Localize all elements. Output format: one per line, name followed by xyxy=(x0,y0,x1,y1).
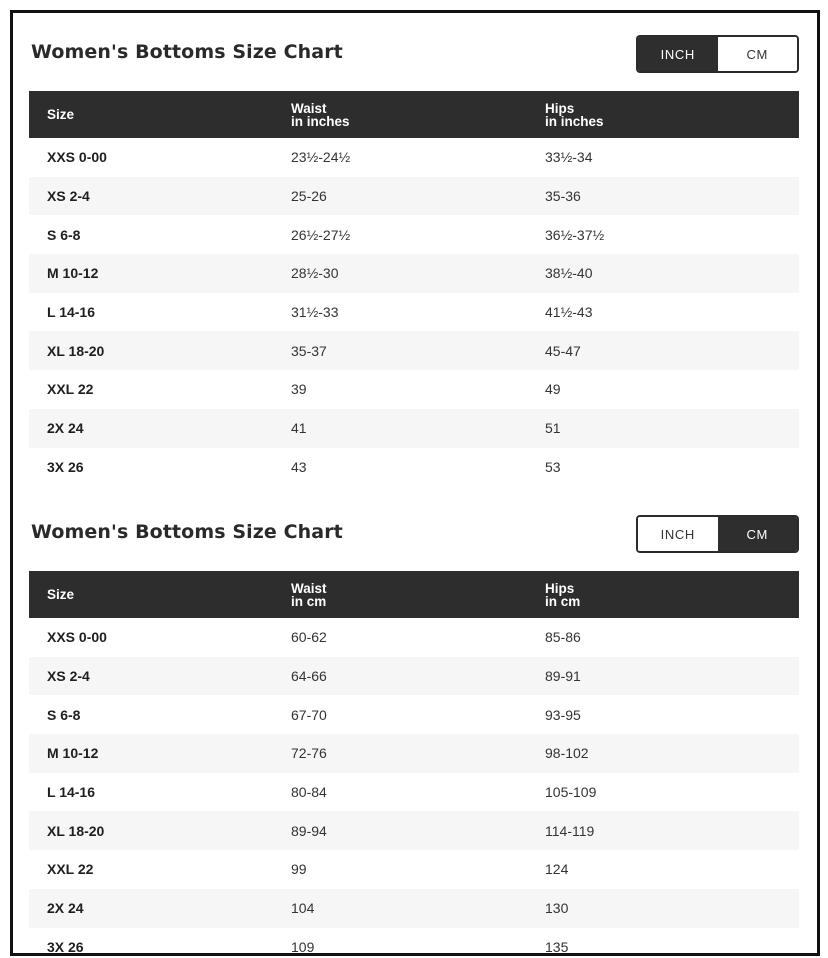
hips-cell: 93-95 xyxy=(545,706,581,723)
cm-chart-title: Women's Bottoms Size Chart xyxy=(31,521,343,543)
hips-cell: 35-36 xyxy=(545,188,581,205)
size-cell: 2X 24 xyxy=(47,420,84,437)
size-column-header: Size xyxy=(47,107,75,122)
waist-header-unit: in inches xyxy=(291,113,350,129)
inch-size-table xyxy=(29,91,799,486)
waist-cell: 26½-27½ xyxy=(291,226,351,243)
hips-cell: 114-119 xyxy=(545,822,595,839)
waist-cell: 25-26 xyxy=(291,188,327,205)
size-column-header: Size xyxy=(47,587,75,602)
waist-cell: 89-94 xyxy=(291,822,327,839)
inch-toggle-cm-option[interactable]: CM xyxy=(718,37,798,71)
hips-cell: 45-47 xyxy=(545,342,581,359)
hips-cell: 38½-40 xyxy=(545,265,593,282)
size-cell: XXL 22 xyxy=(47,861,94,878)
size-cell: 3X 26 xyxy=(47,458,84,475)
waist-cell: 109 xyxy=(291,938,315,955)
waist-cell: 72-76 xyxy=(291,745,327,762)
table-row xyxy=(29,850,799,889)
waist-cell: 39 xyxy=(291,381,307,398)
hips-cell: 85-86 xyxy=(545,629,581,646)
cm-toggle-cm-option[interactable]: CM xyxy=(718,517,798,551)
waist-header-unit: in cm xyxy=(291,593,327,609)
cm-size-chart-section xyxy=(29,513,799,956)
waist-cell: 41 xyxy=(291,420,307,437)
waist-header-label: Waist xyxy=(291,100,327,116)
inch-table-header-row xyxy=(29,91,799,138)
table-row xyxy=(29,293,799,332)
size-cell: 2X 24 xyxy=(47,900,84,917)
hips-header-unit: in cm xyxy=(545,593,581,609)
hips-cell: 53 xyxy=(545,458,561,475)
waist-column-header xyxy=(291,91,545,138)
inch-chart-title: Women's Bottoms Size Chart xyxy=(31,41,343,63)
waist-cell: 23½-24½ xyxy=(291,149,351,166)
table-row xyxy=(29,657,799,696)
table-row xyxy=(29,177,799,216)
waist-cell: 67-70 xyxy=(291,706,327,723)
table-row xyxy=(29,928,799,957)
hips-cell: 105-109 xyxy=(545,784,597,801)
hips-cell: 36½-37½ xyxy=(545,226,605,243)
size-cell: S 6-8 xyxy=(47,706,81,723)
table-row xyxy=(29,370,799,409)
size-cell: XXS 0-00 xyxy=(47,149,107,166)
size-cell: 3X 26 xyxy=(47,938,84,955)
table-row xyxy=(29,889,799,928)
waist-cell: 64-66 xyxy=(291,668,327,685)
inch-unit-toggle[interactable] xyxy=(636,35,799,73)
hips-cell: 51 xyxy=(545,420,561,437)
inch-chart-header xyxy=(29,33,799,91)
table-row xyxy=(29,331,799,370)
hips-column-header xyxy=(545,91,799,138)
size-cell: XXL 22 xyxy=(47,381,94,398)
table-row xyxy=(29,138,799,177)
waist-cell: 35-37 xyxy=(291,342,327,359)
size-cell: L 14-16 xyxy=(47,304,95,321)
hips-cell: 130 xyxy=(545,900,569,917)
inch-toggle-inch-option[interactable]: INCH xyxy=(638,37,718,71)
table-row xyxy=(29,618,799,657)
cm-unit-toggle[interactable] xyxy=(636,515,799,553)
hips-cell: 135 xyxy=(545,938,569,955)
table-row xyxy=(29,448,799,487)
table-row xyxy=(29,773,799,812)
size-cell: XS 2-4 xyxy=(47,668,90,685)
size-cell: XXS 0-00 xyxy=(47,629,107,646)
size-chart-frame xyxy=(10,10,820,956)
waist-cell: 31½-33 xyxy=(291,304,339,321)
cm-chart-header xyxy=(29,513,799,571)
size-cell: XL 18-20 xyxy=(47,342,105,359)
table-row xyxy=(29,215,799,254)
hips-cell: 124 xyxy=(545,861,569,878)
table-row xyxy=(29,811,799,850)
waist-column-header xyxy=(291,571,545,618)
table-row xyxy=(29,254,799,293)
table-row xyxy=(29,695,799,734)
inch-size-chart-section xyxy=(29,33,799,486)
size-cell: M 10-12 xyxy=(47,265,99,282)
hips-cell: 33½-34 xyxy=(545,149,593,166)
hips-header-unit: in inches xyxy=(545,113,604,129)
size-cell: XS 2-4 xyxy=(47,188,90,205)
cm-table-header-row xyxy=(29,571,799,618)
cm-toggle-inch-option[interactable]: INCH xyxy=(638,517,718,551)
waist-header-label: Waist xyxy=(291,580,327,596)
hips-cell: 49 xyxy=(545,381,561,398)
waist-cell: 43 xyxy=(291,458,307,475)
hips-header-label: Hips xyxy=(545,100,575,116)
waist-cell: 28½-30 xyxy=(291,265,339,282)
table-row xyxy=(29,734,799,773)
waist-cell: 99 xyxy=(291,861,307,878)
size-cell: XL 18-20 xyxy=(47,822,105,839)
hips-cell: 89-91 xyxy=(545,668,581,685)
cm-size-table xyxy=(29,571,799,956)
hips-header-label: Hips xyxy=(545,580,575,596)
size-cell: M 10-12 xyxy=(47,745,99,762)
table-row xyxy=(29,409,799,448)
size-cell: L 14-16 xyxy=(47,784,95,801)
hips-cell: 98-102 xyxy=(545,745,589,762)
waist-cell: 80-84 xyxy=(291,784,327,801)
waist-cell: 104 xyxy=(291,900,315,917)
hips-cell: 41½-43 xyxy=(545,304,593,321)
waist-cell: 60-62 xyxy=(291,629,327,646)
hips-column-header xyxy=(545,571,799,618)
size-cell: S 6-8 xyxy=(47,226,81,243)
